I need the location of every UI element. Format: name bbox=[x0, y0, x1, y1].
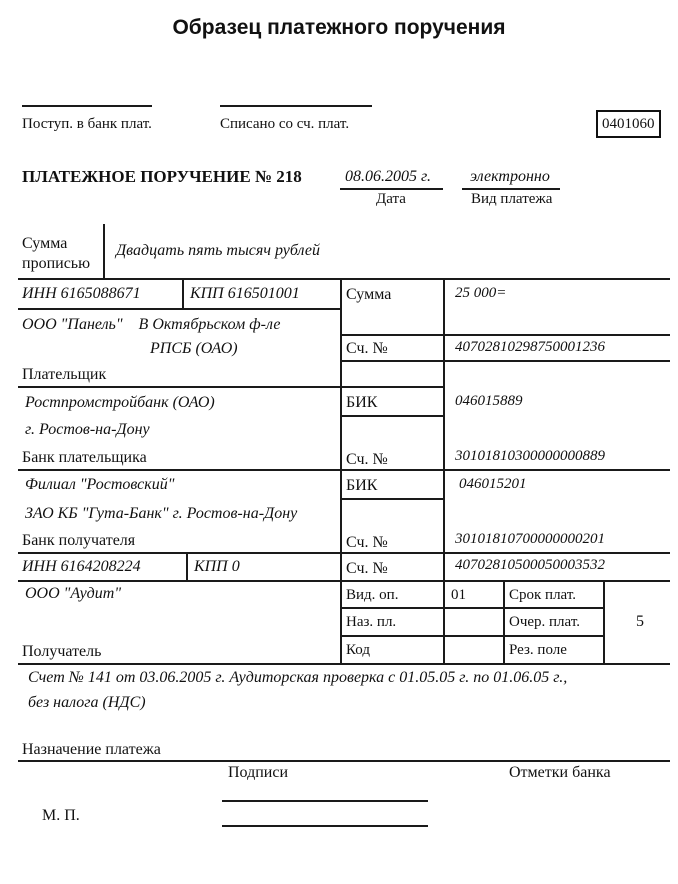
payer-bank-name-line-1: Ростпромстройбанк (ОАО) bbox=[25, 394, 215, 411]
recipient-bik-label: БИК bbox=[346, 477, 378, 494]
recipient-inn-row-line bbox=[18, 580, 670, 582]
payer-bik-value: 046015889 bbox=[455, 393, 523, 409]
amount-words-divider bbox=[103, 224, 105, 278]
amount-words-label-1: Сумма bbox=[22, 235, 68, 252]
recipient-inn: ИНН 6164208224 bbox=[22, 558, 141, 575]
payer-corr-label: Сч. № bbox=[346, 451, 388, 468]
purpose-line-1: Счет № 141 от 03.06.2005 г. Аудиторская проверка с 01.05.05 г. по 01.06.05 г., bbox=[28, 669, 568, 686]
recipient-bank-name-line-2: ЗАО КБ "Гута-Банк" г. Ростов-на-Дону bbox=[25, 505, 298, 522]
payer-name-line-1: ООО "Панель" В Октябрьском ф-ле bbox=[22, 316, 281, 333]
recipient-name: ООО "Аудит" bbox=[25, 585, 122, 602]
recipient-kpp-divider bbox=[186, 552, 188, 580]
payer-corr-value: 30101810300000000889 bbox=[455, 448, 605, 464]
recipient-label: Получатель bbox=[22, 643, 102, 660]
op-row-line-1 bbox=[340, 607, 603, 609]
amount-words-value: Двадцать пять тысяч рублей bbox=[116, 242, 320, 259]
payer-inn-row-line bbox=[18, 308, 340, 310]
signature-line-1 bbox=[222, 800, 428, 802]
received-date-line bbox=[22, 105, 152, 107]
payer-label: Плательщик bbox=[22, 366, 107, 383]
payer-account-row-line bbox=[340, 360, 670, 362]
op-code-label: Код bbox=[346, 642, 370, 658]
page-title: Образец платежного поручения bbox=[172, 16, 506, 39]
recipient-bank-section-line bbox=[18, 552, 670, 554]
recipient-account-label: Сч. № bbox=[346, 560, 388, 577]
op-priority-value: 5 bbox=[636, 613, 644, 630]
recipient-bank-name-line-1: Филиал "Ростовский" bbox=[25, 476, 175, 493]
grid-line-top bbox=[18, 278, 670, 280]
form-code-box: 0401060 bbox=[596, 110, 661, 138]
payer-bank-section-line bbox=[18, 469, 670, 471]
recipient-bik-row-line bbox=[340, 498, 443, 500]
recipient-corr-label: Сч. № bbox=[346, 534, 388, 551]
op-priority-label: Очер. плат. bbox=[509, 614, 580, 630]
payment-type-underline bbox=[462, 188, 560, 190]
amount-label: Сумма bbox=[346, 286, 392, 303]
payer-bank-name-line-2: г. Ростов-на-Дону bbox=[25, 421, 150, 438]
purpose-bottom-line bbox=[18, 760, 670, 762]
recipient-kpp: КПП 0 bbox=[194, 558, 240, 575]
recipient-section-line bbox=[18, 663, 670, 665]
amount-words-label-2: прописью bbox=[22, 255, 91, 272]
payer-account-value: 40702810298750001236 bbox=[455, 339, 605, 355]
recipient-bank-label: Банк получателя bbox=[22, 532, 136, 549]
payer-bik-label: БИК bbox=[346, 394, 378, 411]
stamp-label: М. П. bbox=[42, 807, 80, 824]
op-purpose-label: Наз. пл. bbox=[346, 614, 397, 630]
op-term-label: Срок плат. bbox=[509, 587, 577, 603]
op-col-divider-2 bbox=[603, 580, 605, 663]
payment-type-value: электронно bbox=[470, 168, 550, 185]
signature-line-2 bbox=[222, 825, 428, 827]
recipient-bik-value: 046015201 bbox=[459, 476, 527, 492]
date-underline bbox=[340, 188, 443, 190]
payment-type-label: Вид платежа bbox=[471, 191, 553, 207]
order-date-label: Дата bbox=[376, 191, 406, 207]
order-date-value: 08.06.2005 г. bbox=[345, 168, 432, 185]
bank-marks-label: Отметки банка bbox=[509, 764, 611, 781]
op-reserve-label: Рез. поле bbox=[509, 642, 567, 658]
order-title: ПЛАТЕЖНОЕ ПОРУЧЕНИЕ № 218 bbox=[22, 167, 302, 186]
payer-bik-row-line bbox=[340, 415, 443, 417]
payer-kpp-divider bbox=[182, 278, 184, 308]
grid-col-divider-2 bbox=[443, 278, 445, 663]
op-type-value: 01 bbox=[451, 587, 466, 603]
debited-date-line bbox=[220, 105, 372, 107]
payer-kpp: КПП 616501001 bbox=[190, 285, 300, 302]
grid-col-divider-1 bbox=[340, 278, 342, 663]
payer-inn: ИНН 6165088671 bbox=[22, 285, 141, 302]
payer-account-label: Сч. № bbox=[346, 340, 388, 357]
payer-bank-label: Банк плательщика bbox=[22, 449, 147, 466]
amount-value: 25 000= bbox=[455, 285, 507, 301]
recipient-corr-value: 30101810700000000201 bbox=[455, 531, 605, 547]
signatures-label: Подписи bbox=[228, 764, 289, 781]
purpose-label: Назначение платежа bbox=[22, 741, 161, 758]
amount-row-line bbox=[340, 334, 670, 336]
debited-label: Списано со сч. плат. bbox=[220, 116, 350, 132]
op-col-divider-1 bbox=[503, 580, 505, 663]
op-row-line-2 bbox=[340, 635, 603, 637]
purpose-line-2: без налога (НДС) bbox=[28, 694, 146, 711]
payer-name-line-2: РПСБ (ОАО) bbox=[150, 340, 238, 357]
recipient-account-value: 40702810500050003532 bbox=[455, 557, 605, 573]
op-type-label: Вид. оп. bbox=[346, 587, 399, 603]
received-label: Поступ. в банк плат. bbox=[22, 116, 152, 132]
payer-section-line bbox=[18, 386, 443, 388]
